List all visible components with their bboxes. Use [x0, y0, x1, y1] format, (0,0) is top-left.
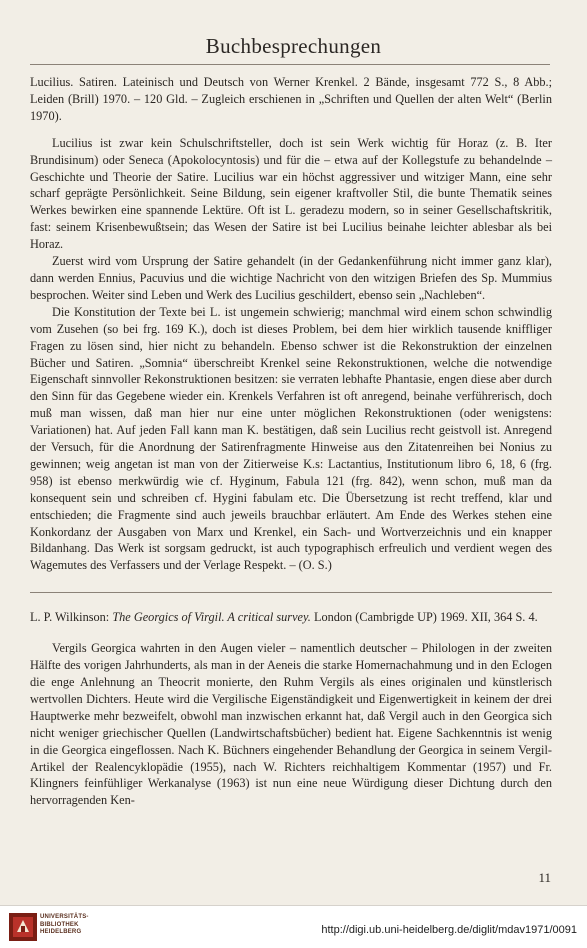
running-header: Buchbesprechungen [205, 34, 382, 58]
review2-publication: London (Cambrigde UP) 1969. XII, 364 S. 4. [313, 610, 538, 625]
review1-paragraph-1: Lucilius ist zwar kein Schulschriftsteller, doch ist sein Werk wichtig für Horaz (z. B. Iter Brundisinum) oder Seneca (Apokolocyntosis) und für die – etwa auf der Kollegstufe zu behandelnde – Geschichte und Theorie der Satire. Lucilius war ein höchst aggressiver und witziger Mann, eine sehr scharf geprägte Persönlichkeit. Seine Bildung, sein eigener kraftvoller Stil, die bunte Thematik seines Werkes bewirken eine spannende Lektüre. Oft ist L. geradezu modern, so in seiner Gesellschaftskritik, fast: seinem Krisenbewußtsein; das Wesen der Satire ist bei Lucilius beinahe leichter ablesbar als bei Horaz. [30, 135, 552, 252]
university-seal-icon [8, 912, 38, 942]
review2-paragraph-1: Vergils Georgica wahrten in den Augen vieler – namentlich deutscher – Philologen in der zweiten Hälfte des vorigen Jahrhunderts, als man in der Aeneis die starke Homernachahmung und in den Eclogen die enge Anlehnung an Theocrit monierte, den Ruhm Vergils als eines originalen und künstlerisch wertvollen Dichters. Heute wird die Vergilische Eigenständigkeit und Eigenwertigkeit in keinem der drei Hauptwerke mehr bezweifelt, obwohl man inzwischen erkannt hat, daß Vergil auch in den Georgica sich nicht weniger griechischer Quellen (Landwirtschaftsbücher) bedient hat. Eigene Sachkenntnis ist wenig in die Georgica eingeflossen. Nach K. Büchners eingehender Behandlung der Georgica in seinem Vergil-Artikel der Realencyklopädie (1955), nach W. Richters reichhaltigem Kommentar (1957) und Fr. Klingners feinfühliger Werkanalyse (1963) ist nun eine neue Würdigung dieser Dichtung durch den hervorragenden Ken- [30, 641, 552, 808]
review1-paragraph-3: Die Konstitution der Texte bei L. ist ungemein schwierig; manchmal wird einem schon schwindlig vom Zusehen (so bei frg. 169 K.), doch ist dieses Problem, bei dem hier wirklich tausende kniffliger Fragen zu lösen sind, hier nicht zu behandeln. Ebenso schwer ist die Rekonstruktion der einzelnen Bücher und Satiren. „Somnia“ überschreibt Krenkel seine Rekonstruktionen, welche die notwendige Eigenschaft sinnvoller Rekonstruktionen besitzen: sie verraten lebhafte Phantasie, engen diese aber durch den Sinn für das Gegebene wieder ein. Krenkels Verfahren ist oft anregend, beinahe verführerisch, doch muß man wissen, daß man hier nur eine unter möglichen Rekonstruktionen (oder wenigstens: Variationen) hat. Auf jeden Fall kann man K. bestätigen, daß sein Lucilius recht geistvoll ist. Anregend der Versuch, für die Anordnung der Satirenfragmente Hinweise aus den Zitatenreihen bei Nonius zu gewinnen; weig angetan ist man von der Zitierweise K.s: Lactantius, Institutionum libro 6, 18, 6 (frg. 958) ist ebenso merkwürdig wie cf. Hyginum, Fabula 121 (frg. 842), wenn schon, muß man da konsequent sein und schreiben cf. Hygini fabulam etc. Die Übersetzung ist recht treffend, klar und entschieden; die Fragmente sind auch jeweils brauchbar erläutert. Am Ende des Werkes stehen eine Konkordanz der Ausgaben von Marx und Krenkel, ein Sach- und Wortverzeichnis und ein knapper Bildanhang. Das Werk ist sorgsam gedruckt, ist auch typographisch erfreulich und verdient wegen des Wagemutes des Verfassers und der Verlage Respekt. – (O. S.) [30, 304, 552, 573]
permalink-url[interactable]: http://digi.ub.uni-heidelberg.de/diglit/mdav1971/0091 [321, 924, 577, 936]
review1-citation: Lucilius. Satiren. Lateinisch und Deutsch von Werner Krenkel. 2 Bände, insgesamt 772 S., 8 Abb.; Leiden (Brill) 1970. – 120 Gld. – Zugleich erschienen in „Schriften und Quellen der alten Welt“ (Berlin 1970). [30, 75, 552, 123]
review1-paragraph-2: Zuerst wird vom Ursprung der Satire gehandelt (in der Gedankenführung nicht immer ganz klar), dann werden Ennius, Pacuvius und die wichtige Nachricht von den witzigen Briefen des Sp. Mummius besprochen. Weiter sind Leben und Werk des Lucilius geschildert, ebenso sein „Nachleben“. [30, 254, 552, 302]
library-logo-text: UNIVERSITÄTS- BIBLIOTHEK HEIDELBERG [40, 914, 89, 935]
review2-author: L. P. Wilkinson: [30, 610, 110, 625]
page-number: 11 [538, 870, 551, 885]
section-divider [30, 592, 552, 593]
viewer-footer [0, 905, 587, 948]
header-rule [30, 64, 550, 65]
review2-citation [30, 609, 552, 626]
page-body [30, 66, 552, 809]
review2-title: The Georgics of Virgil. A critical survey. [112, 610, 311, 625]
